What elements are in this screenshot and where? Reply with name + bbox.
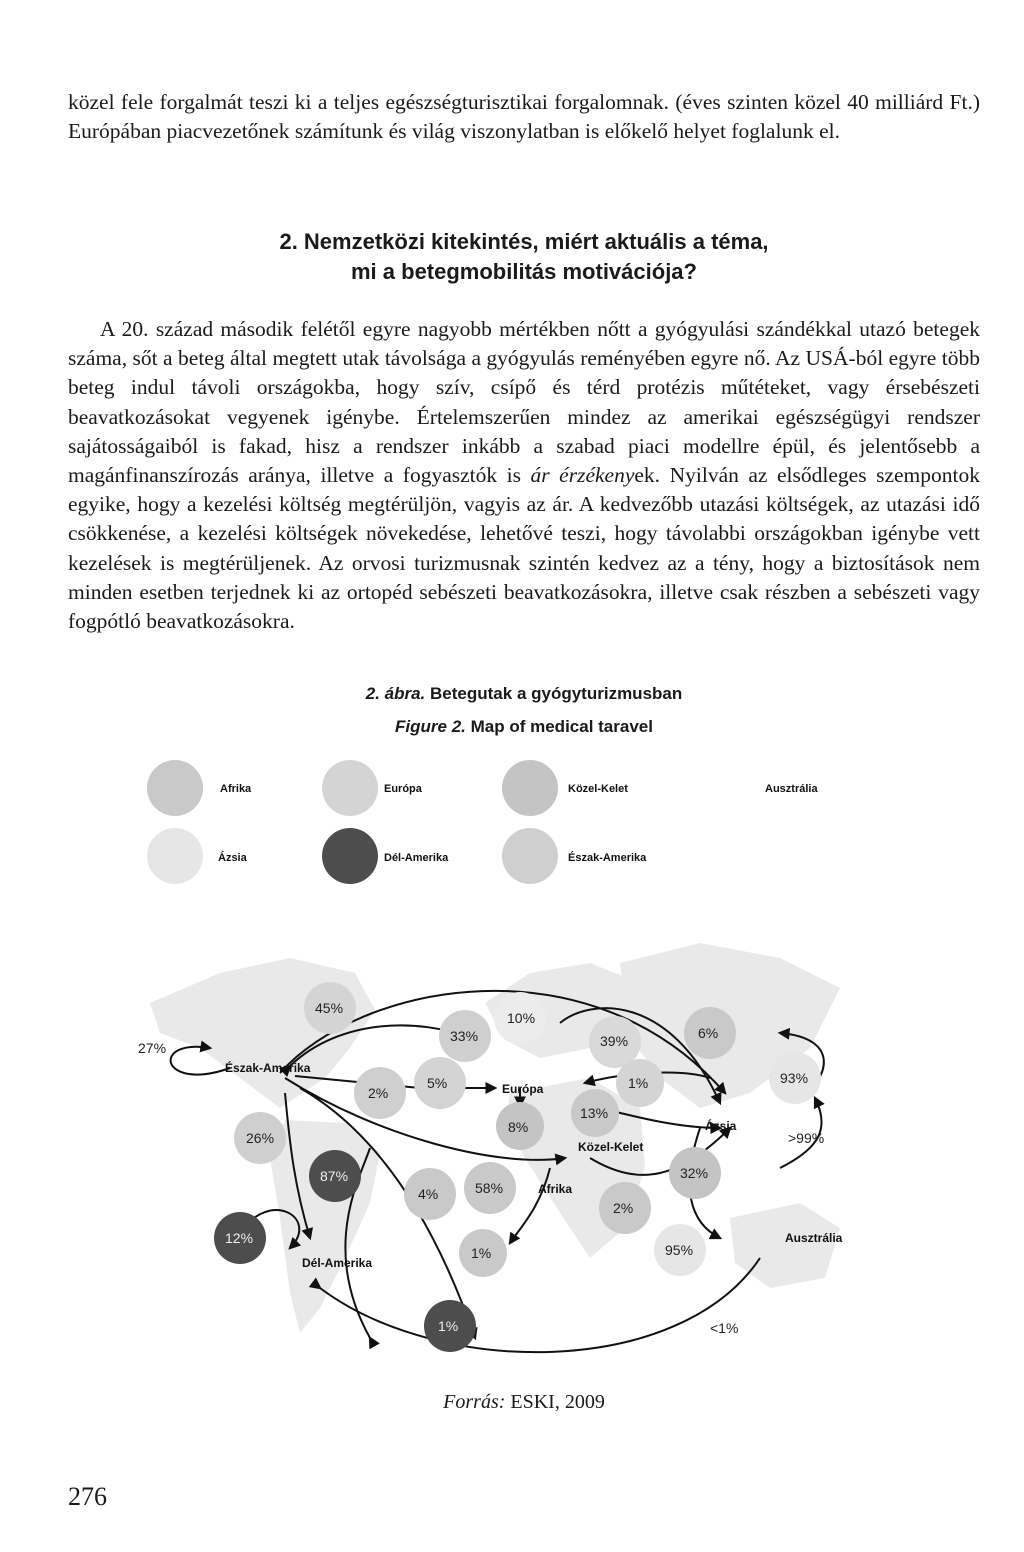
continent-south-america: [270, 1120, 380, 1333]
legend-swatch-afrika: [147, 760, 203, 816]
figure-caption-hu: [68, 684, 980, 704]
region-label-north-america: Észak-Amerika: [225, 1061, 311, 1075]
pct-label: <1%: [710, 1320, 739, 1336]
figure-caption-en-text: Map of medical taravel: [470, 717, 653, 736]
pct-label: 27%: [138, 1040, 167, 1056]
section-heading-line-2: mi a betegmobilitás motivációja?: [351, 259, 697, 284]
legend-swatch-kozel-kelet: [502, 760, 558, 816]
legend-label-eszak-amerika: Észak-Amerika: [568, 852, 647, 864]
pct-label: 5%: [427, 1075, 448, 1091]
region-label-australia: Ausztrália: [785, 1231, 843, 1245]
pct-label: 45%: [315, 1000, 344, 1016]
legend-label-del-amerika: Dél-Amerika: [384, 852, 449, 864]
continent-north-america: [150, 958, 375, 1108]
figure-caption-hu-text: Betegutak a gyógyturizmusban: [430, 684, 683, 703]
legend-swatch-azsia: [147, 828, 203, 884]
pct-label: 58%: [475, 1180, 504, 1196]
body-paragraph-italic: ár érzékeny: [530, 463, 635, 488]
legend-label-ausztralia: Ausztrália: [765, 783, 818, 795]
intro-paragraph: közel fele forgalmát teszi ki a teljes egészségturisztikai forgalomnak. (éves szinten közel 40 milliárd Ft.) Európában piacvezetőnek számítunk és világ viszonylatban is előkelő helyet foglalunk el.: [68, 90, 980, 144]
region-label-asia: Ázsia: [705, 1119, 737, 1133]
pct-label: 32%: [680, 1165, 709, 1181]
pct-label: 33%: [450, 1028, 479, 1044]
region-label-south-america: Dél-Amerika: [302, 1256, 373, 1270]
pct-label: 26%: [246, 1130, 275, 1146]
figure-source: [68, 1391, 980, 1414]
legend: [147, 760, 818, 884]
pct-label: 10%: [507, 1010, 536, 1026]
body-paragraph-text-1: A 20. század második felétől egyre nagyobb mértékben nőtt a gyógyulási szándékkal utazó betegek száma, sőt a beteg által megtett utak távolsága a gyógyulás reményében egyre nő. Az USÁ-ból egyre több beteg indul távoli országokba, hogy szív, csípő és térd protézis műtéteket, vagy érsebészeti beavatkozásokat vegyenek igénybe. Értelemszerűen mindez az amerikai egészségügyi rendszer sajátosságaiból is fakad, hisz a rendszer inkább a szabad piaci modellre épül, és jelentősebb a magánfinanszírozás aránya, illetve a fogyasztók is: [68, 317, 980, 488]
legend-label-afrika: Afrika: [220, 783, 252, 795]
pct-label: 13%: [580, 1105, 609, 1121]
region-label-africa: Afrika: [538, 1182, 573, 1196]
pct-label: 1%: [628, 1075, 649, 1091]
pct-label: 95%: [665, 1242, 694, 1258]
pct-label: 2%: [368, 1085, 389, 1101]
legend-swatch-eszak-amerika: [502, 828, 558, 884]
pct-label: 87%: [320, 1168, 349, 1184]
pct-label: 4%: [418, 1186, 439, 1202]
legend-label-azsia: Ázsia: [218, 852, 247, 864]
figure-source-label: Forrás:: [443, 1391, 506, 1413]
pct-label: 6%: [698, 1025, 719, 1041]
legend-swatch-europa: [322, 760, 378, 816]
medical-travel-map: [120, 748, 900, 1388]
region-label-europe: Európa: [502, 1082, 544, 1096]
page-number: 276: [68, 1482, 107, 1511]
pct-label: 1%: [438, 1318, 459, 1334]
arrow-sa-australia: [320, 1258, 760, 1352]
legend-label-kozel-kelet: Közel-Kelet: [568, 783, 628, 795]
section-heading: [68, 227, 980, 287]
figure-caption-en: [68, 717, 980, 737]
figure-caption-en-prefix: Figure 2.: [395, 717, 466, 736]
legend-swatch-del-amerika: [322, 828, 378, 884]
pct-label: 8%: [508, 1119, 529, 1135]
pct-label: 1%: [471, 1245, 492, 1261]
region-label-middle-east: Közel-Kelet: [578, 1140, 644, 1154]
body-paragraph-text-2: ek. Nyilván az elsődleges szempontok egyike, hogy a kezelési költség megtérüljön, vagyis az ár. A kedvezőbb utazási költségek, az utazási idő csökkenése, a kezelési költségek növekedése, lehetővé teszi, hogy távolabbi országokban igénybe vett kezelések is megtérüljenek. Az orvosi turizmusnak szintén kedvez az a tény, hogy a biztosítások nem minden esetben terjednek ki az ortopéd sebészeti beavatkozásokra, illetve csak részben a sebészeti vagy fogpótló beavatkozásokra.: [68, 463, 980, 634]
pct-label: 2%: [613, 1200, 634, 1216]
pct-label: 93%: [780, 1070, 809, 1086]
section-heading-line-1: 2. Nemzetközi kitekintés, miért aktuális a téma,: [279, 229, 769, 254]
pct-label: 39%: [600, 1033, 629, 1049]
legend-label-europa: Európa: [384, 783, 422, 795]
body-paragraph: [68, 315, 980, 636]
figure-source-text: ESKI, 2009: [510, 1391, 605, 1413]
pct-label: >99%: [788, 1130, 825, 1146]
pct-label: 12%: [225, 1230, 254, 1246]
figure-caption-hu-prefix: 2. ábra.: [365, 684, 426, 703]
